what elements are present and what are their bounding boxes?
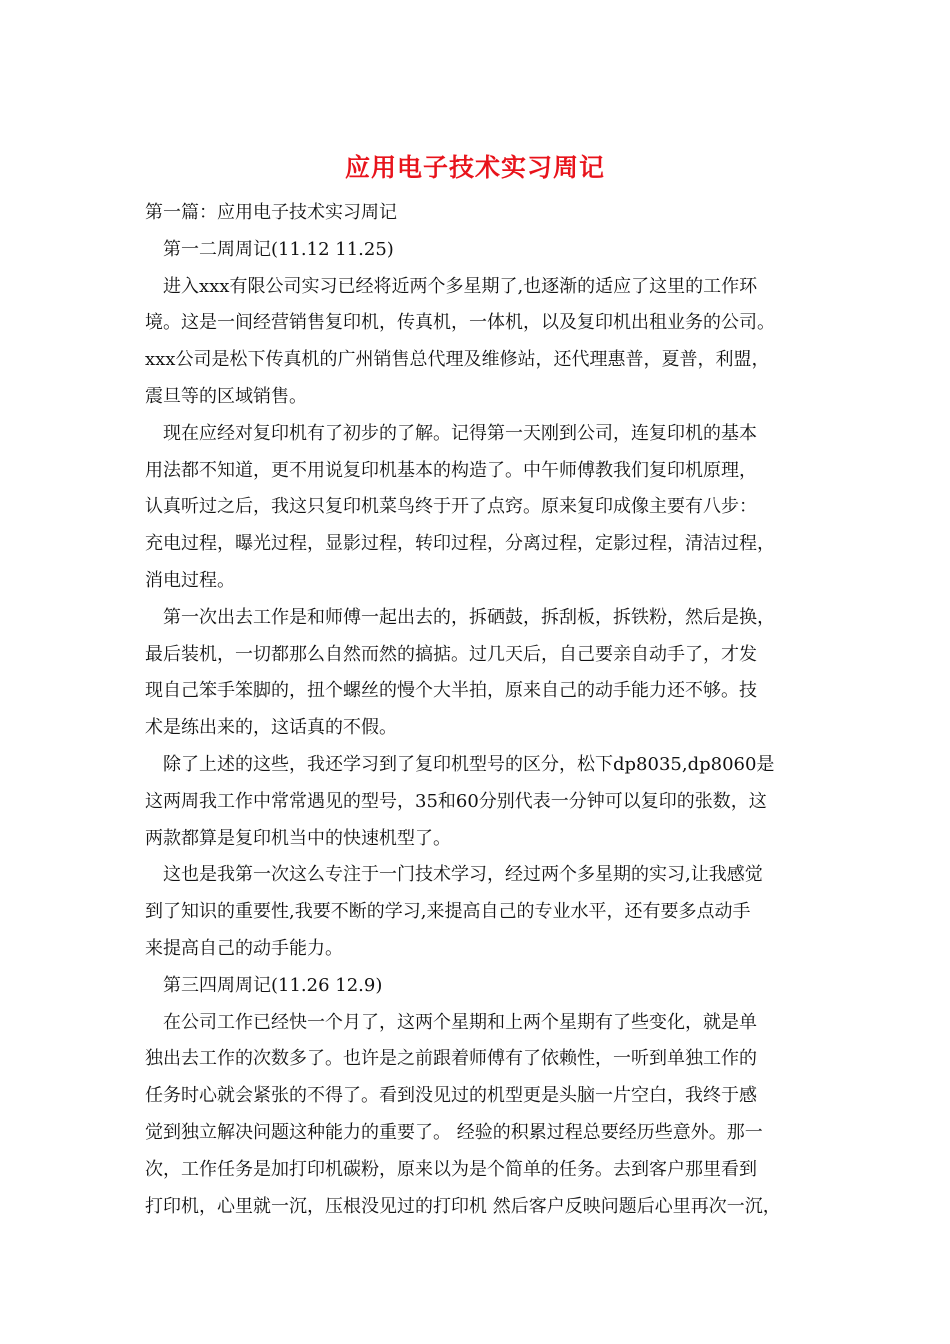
paragraph-line: 术是练出来的，这话真的不假。 [145, 717, 397, 739]
paragraph-line: 独出去工作的次数多了。也许是之前跟着师傅有了依赖性，一听到单独工作的 [145, 1048, 757, 1070]
paragraph-line: 两款都算是复印机当中的快速机型了。 [145, 827, 451, 849]
paragraph-line: 消电过程。 [145, 569, 235, 591]
week-heading: 第一二周周记(11.12 11.25) [163, 238, 394, 260]
paragraph-line: 充电过程，曝光过程，显影过程，转印过程，分离过程，定影过程，清洁过程， [145, 533, 775, 555]
paragraph-line: xxx公司是松下传真机的广州销售总代理及维修站，还代理惠普，夏普，利盟， [145, 349, 770, 371]
paragraph-line: 来提高自己的动手能力。 [145, 937, 343, 959]
week-heading: 第三四周周记(11.26 12.9) [163, 974, 383, 996]
paragraph-line: 境。这是一间经营销售复印机，传真机，一体机，以及复印机出租业务的公司。 [145, 312, 775, 334]
paragraph-line: 认真听过之后，我这只复印机菜鸟终于开了点窍。原来复印成像主要有八步： [145, 496, 757, 518]
paragraph-line: 任务时心就会紧张的不得了。看到没见过的机型更是头脑一片空白，我终于感 [145, 1085, 757, 1107]
paragraph-line: 打印机，心里就一沉，压根没见过的打印机 然后客户反映问题后心里再次一沉， [145, 1195, 781, 1217]
paragraph-line: 到了知识的重要性,我要不断的学习,来提高自己的专业水平，还有要多点动手 [145, 901, 751, 923]
paragraph-line: 在公司工作已经快一个月了，这两个星期和上两个星期有了些变化，就是单 [163, 1011, 757, 1033]
document-body [145, 195, 817, 1225]
section-heading: 第一篇：应用电子技术实习周记 [145, 202, 397, 223]
paragraph-line: 这两周我工作中常常遇见的型号，35和60分别代表一分钟可以复印的张数，这 [145, 790, 767, 812]
paragraph-line: 现在应经对复印机有了初步的了解。记得第一天刚到公司，连复印机的基本 [163, 422, 757, 444]
paragraph-line: 次，工作任务是加打印机碳粉，原来以为是个简单的任务。去到客户那里看到 [145, 1158, 757, 1180]
paragraph-line: 除了上述的这些，我还学习到了复印机型号的区分，松下dp8035,dp8060是 [163, 753, 775, 775]
paragraph-line: 最后装机，一切都那么自然而然的搞掂。过几天后，自己要亲自动手了，才发 [145, 643, 757, 665]
paragraph-line: 震旦等的区域销售。 [145, 385, 307, 407]
paragraph-line: 觉到独立解决问题这种能力的重要了。 经验的积累过程总要经历些意外。那一 [145, 1121, 763, 1143]
paragraph-line: 第一次出去工作是和师傅一起出去的，拆硒鼓，拆刮板，拆铁粉，然后是换， [163, 606, 775, 628]
paragraph-line: 进入xxx有限公司实习已经将近两个多星期了,也逐渐的适应了这里的工作环 [163, 275, 758, 297]
document-title: 应用电子技术实习周记 [344, 153, 605, 182]
paragraph-line: 这也是我第一次这么专注于一门技术学习，经过两个多星期的实习,让我感觉 [163, 864, 763, 886]
paragraph-line: 用法都不知道，更不用说复印机基本的构造了。中午师傅教我们复印机原理， [145, 459, 757, 481]
paragraph-line: 现自己笨手笨脚的，扭个螺丝的慢个大半拍，原来自己的动手能力还不够。技 [145, 680, 757, 702]
